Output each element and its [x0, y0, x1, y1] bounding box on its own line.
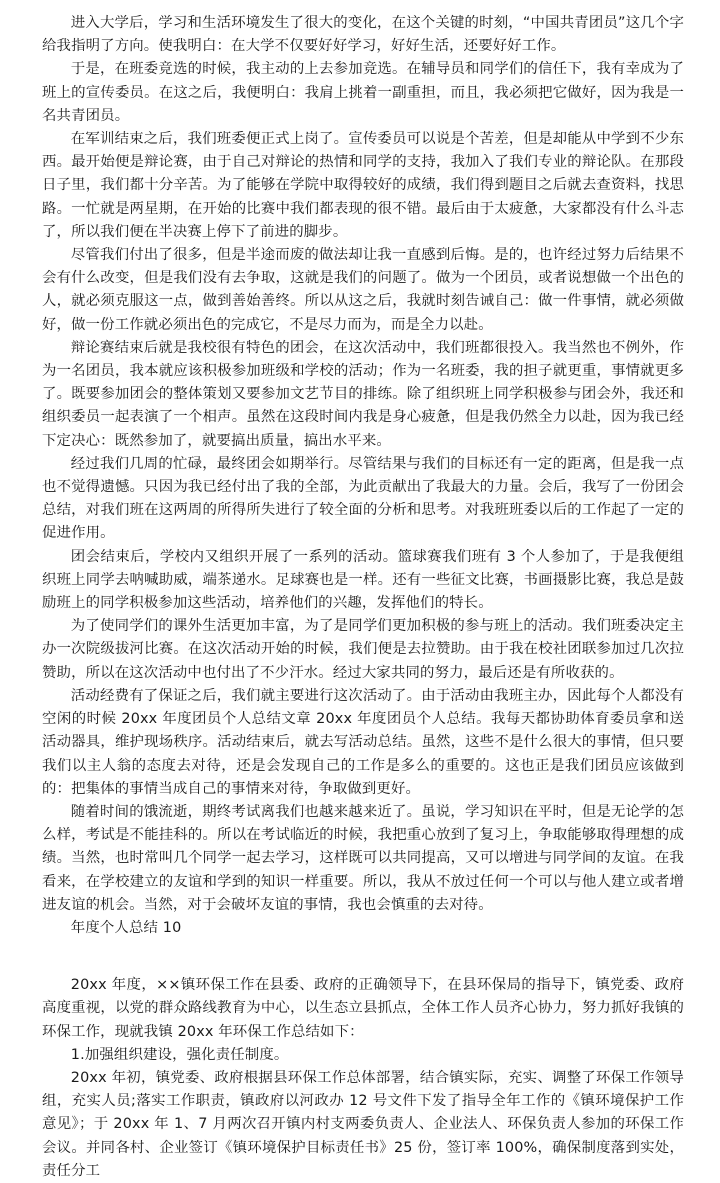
paragraph: 20xx 年度，××镇环保工作在县委、政府的正确领导下，在县环保局的指导下，镇党委、政府高度重视，以党的群众路线教育为中心，以生态立县抓点，全体工作人员齐心协力，努力抓好我镇的环保工作，现就我镇 20xx 年环保工作总结如下：	[42, 977, 684, 1040]
paragraph: 1.加强组织建设，强化责任制度。	[70, 1046, 289, 1063]
paragraph: 在军训结束之后，我们班委便正式上岗了。宣传委员可以说是个苦差，但是却能从中学到不少东西。最开始便是辩论赛，由于自己对辩论的热情和同学的支持，我加入了我们专业的辩论队。在那段日子里，我们都十分辛苦。为了能够在学院中取得较好的成绩，我们得到题目之后就去查资料，找思路。一忙就是两星期，在开始的比赛中我们都表现的很不错。最后由于太疲惫，大家都没有什么斗志了，所以我们便在半决赛上停下了前进的脚步。	[42, 131, 684, 240]
paragraph: 进入大学后，学习和生活环境发生了很大的变化，在这个关键的时刻，“中国共青团员”这几个字给我指明了方向。使我明白：在大学不仅要好好学习，好好生活，还要好好工作。	[42, 15, 684, 55]
paragraph: 辩论赛结束后就是我校很有特色的团会，在这次活动中，我们班都很投入。我当然也不例外，作为一名团员，我本就应该积极参加班级和学校的活动；作为一名班委，我的担子就更重，事情就更多了。既要参加团会的整体策划又要参加文艺节目的排练。除了组织班上同学积极参与团会外，我还和组织委员一起表演了一个相声。虽然在这段时间内我是身心疲惫，但是我仍然全力以赴，因为我已经下定决心：既然参加了，就要搞出质量，搞出水平来。	[42, 339, 684, 449]
paragraph: 团会结束后，学校内又组织开展了一系列的活动。篮球赛我们班有 3 个人参加了，于是我便组织班上同学去呐喊助威，端茶递水。足球赛也是一样。还有一些征文比赛，书画摄影比赛，我总是鼓励班上的同学积极参加这些活动，培养他们的兴趣，发挥他们的特长。	[42, 548, 684, 612]
paragraph: 于是，在班委竞选的时候，我主动的上去参加竞选。在辅导员和同学们的信任下，我有幸成为了班上的宣传委员。在这之后，我便明白：我肩上挑着一副重担，而且，我必须把它做好，因为我是一名共青团员。	[42, 61, 684, 124]
paragraph: 经过我们几周的忙碌，最终团会如期举行。尽管结果与我们的目标还有一定的距离，但是我一点也不觉得遗憾。只因为我已经付出了我的全部，为此贡献出了我最大的力量。会后，我写了一份团会总结，对我们班在这两周的所得所失进行了较全面的分析和思考。对我班班委以后的工作起了一定的促进作用。	[42, 455, 684, 542]
paragraph: 为了使同学们的课外生活更加丰富，为了是同学们更加积极的参与班上的活动。我们班委决定主办一次院级拔河比赛。在这次活动开始的时候，我们便是去拉赞助。由于我在校社团联参加过几次拉赞助，所以在这次活动中也付出了不少汗水。经过大家共同的努力，最后还是有所收获的。	[42, 618, 684, 681]
document-body	[42, 12, 684, 1183]
paragraph: 随着时间的饿流逝，期终考试离我们也越来越来近了。虽说，学习知识在平时，但是无论学的怎么样，考试是不能挂科的。所以在考试临近的时候，我把重心放到了复习上，争取能够取得理想的成绩。当然，也时常叫几个同学一起去学习，这样既可以共同提高，又可以增进与同学间的友谊。在我看来，在学校建立的友谊和学到的知识一样重要。所以，我从不放过任何一个可以与他人建立或者增进友谊的机会。当然，对于会破坏友谊的事情，我也会慎重的去对待。	[42, 803, 684, 913]
paragraph: 20xx 年初，镇党委、政府根据县环保工作总体部署，结合镇实际，充实、调整了环保工作领导组，充实人员;落实工作职责，镇政府以河政办 12 号文件下发了指导全年工作的《镇环境保护工作意见》；于 20xx 年 1、7 月两次召开镇内村支两委负责人、企业法人、环保负责人参加的环保工作会议。并同各村、企业签订《镇环境保护目标责任书》25 份，签订率 100%，确保制度落到实处，责任分工	[42, 1069, 684, 1179]
section-heading: 年度个人总结 10	[70, 919, 182, 936]
paragraph: 尽管我们付出了很多，但是半途而废的做法却让我一直感到后悔。是的，也许经过努力后结果不会有什么改变，但是我们没有去争取，这就是我们的问题了。做为一个团员，或者说想做一个出色的人，就必须克服这一点，做到善始善终。所以从这之后，我就时刻告诫自己：做一件事情，就必须做好，做一份工作就必须出色的完成它，不是尽力而为，而是全力以赴。	[42, 247, 684, 333]
paragraph: 活动经费有了保证之后，我们就主要进行这次活动了。由于活动由我班主办，因此每个人都没有空闲的时候 20xx 年度团员个人总结文章 20xx 年度团员个人总结。我每天都协助体育委员拿和送活动器具，维护现场秩序。活动结束后，就去写活动总结。虽然，这些不是什么很大的事情，但只要我们以主人翁的态度去对待，还是会发现自己的工作是多么的重要的。这也正是我们团员应该做到的：把集体的事情当成自己的事情来对待，争取做到更好。	[42, 687, 684, 797]
